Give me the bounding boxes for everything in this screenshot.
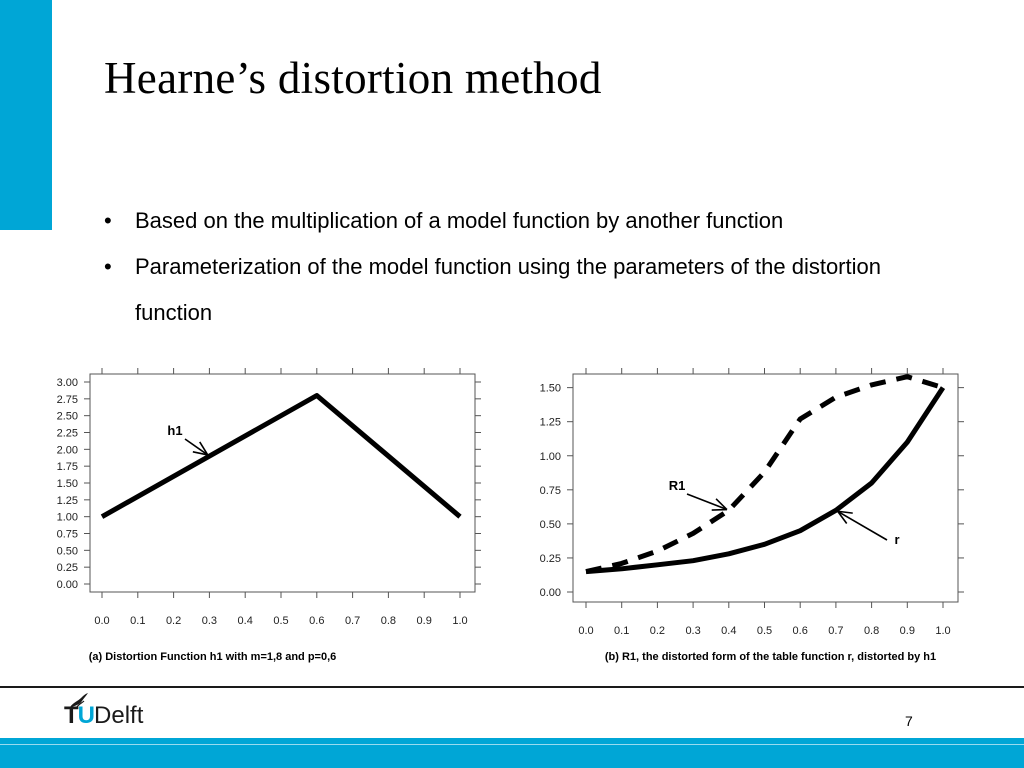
x-tick-label: 0.1 <box>130 615 146 627</box>
x-tick-label: 0.6 <box>309 615 325 627</box>
y-tick-label: 1.25 <box>56 494 78 507</box>
bullet-item: • Parameterization of the model function using the parameters of the distortion function <box>104 244 924 336</box>
x-tick-label: 0.7 <box>344 615 361 627</box>
annotation-arrow <box>838 511 887 540</box>
annotation-label: h1 <box>167 423 183 438</box>
y-tick-label: 0.00 <box>539 587 561 599</box>
x-tick-label: 0.0 <box>578 625 594 637</box>
x-tick-label: 1.0 <box>452 615 468 627</box>
y-tick-label: 0.25 <box>539 552 561 565</box>
y-tick-label: 1.75 <box>56 461 78 474</box>
y-tick-label: 0.75 <box>539 484 561 497</box>
y-tick-label: 0.50 <box>56 545 78 558</box>
x-tick-label: 0.9 <box>899 625 915 637</box>
x-tick-label: 0.4 <box>237 615 253 627</box>
y-tick-label: 0.25 <box>56 562 78 575</box>
tu-delft-logo <box>60 692 180 736</box>
x-tick-label: 0.5 <box>756 625 773 637</box>
x-tick-label: 0.7 <box>828 625 844 637</box>
y-tick-label: 3.00 <box>56 377 78 389</box>
chart-caption: (a) Distortion Function h1 with m=1,8 and p=0,6 <box>88 651 337 663</box>
x-tick-label: 0.6 <box>792 625 808 637</box>
y-tick-label: 0.75 <box>56 528 78 541</box>
x-tick-label: 1.0 <box>935 625 951 637</box>
bullet-item: • Based on the multiplication of a model function by another function <box>104 198 924 244</box>
footer-divider <box>0 686 1024 688</box>
chart-caption: (b) R1, the distorted form of the table function r, distorted by h1 <box>604 651 937 663</box>
footer-band <box>0 738 1024 768</box>
y-tick-label: 1.00 <box>56 511 78 524</box>
y-tick-label: 2.25 <box>56 427 78 440</box>
chart-distortion-function <box>20 362 490 672</box>
slide-title: Hearne’s distortion method <box>104 53 602 103</box>
x-tick-label: 0.9 <box>416 615 432 627</box>
footer-band-line <box>0 744 1024 745</box>
annotation-label: R1 <box>668 478 686 493</box>
page-number: 7 <box>905 713 913 729</box>
y-tick-label: 0.00 <box>56 579 78 591</box>
y-tick-label: 2.50 <box>56 410 78 423</box>
x-tick-label: 0.8 <box>380 615 397 627</box>
accent-bar <box>0 0 52 230</box>
annotation-label: r <box>894 532 900 547</box>
x-tick-label: 0.3 <box>201 615 218 627</box>
y-tick-label: 1.50 <box>539 382 561 395</box>
annotation-arrow <box>687 494 727 510</box>
x-tick-label: 0.2 <box>649 625 666 637</box>
x-tick-label: 0.5 <box>273 615 289 627</box>
chart-distorted-table-function <box>510 362 980 672</box>
y-tick-label: 2.00 <box>56 444 78 457</box>
y-tick-label: 0.50 <box>539 518 561 531</box>
bullet-list <box>104 198 924 336</box>
x-tick-label: 0.4 <box>721 625 737 637</box>
annotation-arrowhead <box>712 510 727 511</box>
x-tick-label: 0.2 <box>165 615 182 627</box>
series-line-h1 <box>102 396 460 517</box>
y-tick-label: 1.00 <box>539 450 561 463</box>
y-tick-label: 2.75 <box>56 393 78 406</box>
y-tick-label: 1.50 <box>56 478 78 490</box>
x-tick-label: 0.0 <box>94 615 110 627</box>
x-tick-label: 0.3 <box>685 625 701 637</box>
y-tick-label: 1.25 <box>539 416 561 429</box>
series-line-r <box>586 388 943 572</box>
x-tick-label: 0.1 <box>614 625 630 637</box>
x-tick-label: 0.8 <box>863 625 880 637</box>
logo-wordmark: TUDelft <box>64 702 144 729</box>
